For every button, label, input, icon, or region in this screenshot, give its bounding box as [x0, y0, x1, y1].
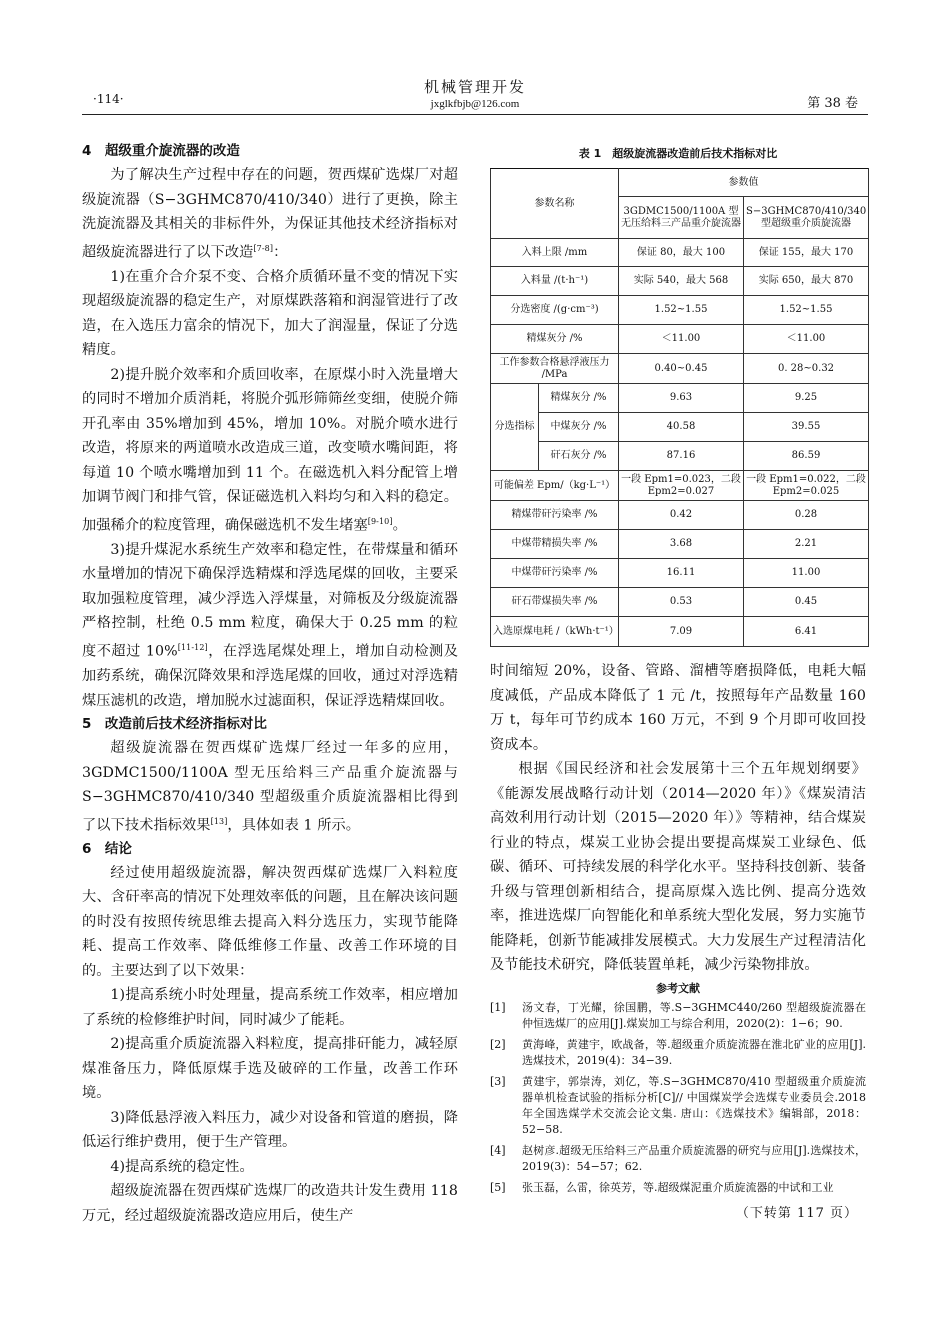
section-6-paragraph: 经过使用超级旋流器，解决贺西煤矿选煤厂入料粒度大、含矸率高的情况下处理效率低的问题，且在解决该问题的时没有按照传统思维去提高入料分选压力，实现节能降耗、提高工作效率、降低维修工作量、改善工作环境的目的。主要达到了以下效果：: [82, 864, 458, 979]
header-old-cyclone: 3GDMC1500/1100A 型无压给料三产品重介旋流器: [619, 197, 744, 239]
section-6-item-2: 2)提高重介质旋流器入料粒度，提高排矸能力，减轻原煤准备压力，降低原煤手选及破碎的工作量，改善工作环境。: [82, 1036, 458, 1102]
reference-item: [2] 黄海峰，黄建宇，欧战备，等.超级重介质旋流器在淮北矿业的应用[J].选煤技术，2019(4)：34−39.: [490, 1037, 866, 1067]
section-4-item-1: 1)在重介合介泵不变、合格介质循环量不变的情况下实现超级旋流器的稳定生产，对原煤跌落箱和润湿管进行了改造，在入选压力富余的情况下，加大了润湿量，保证了分选精度。: [82, 268, 458, 359]
comparison-table: [490, 168, 869, 647]
header-divider: [82, 114, 868, 115]
group-label: 分选指标: [491, 384, 539, 471]
table-row: 入料上限 /mm 保证 80，最大 100 保证 155，最大 170: [491, 239, 869, 267]
references-heading: 参考文献: [656, 981, 700, 995]
section-4-paragraph: 为了解决生产过程中存在的问题，贺西煤矿选煤厂对超级旋流器（S−3GHMC870/410/340）进行了更换，除主洗旋流器及其相关的非标件外，为保证其他技术经济指标对超级旋流器进行了以下改造[7-8]：: [82, 167, 458, 261]
section-6-item-3: 3)降低悬浮液入料压力，减少对设备和管道的磨损，降低运行维护费用，便于生产管理。: [82, 1109, 458, 1151]
table-row: 矸石带煤损失率 /% 0.53 0.45: [491, 588, 869, 617]
table-row: 精煤带矸污染率 /% 0.42 0.28: [491, 501, 869, 530]
table-row: 分选密度 /(g·cm⁻³) 1.52~1.55 1.52~1.55: [491, 296, 869, 325]
right-column: [490, 140, 866, 1221]
section-5-paragraph: 超级旋流器在贺西煤矿选煤厂经过一年多的应用，3GDMC1500/1100A 型无压给料三产品重介旋流器与 S−3GHMC870/410/340 型超级重介质旋流器相比得到了以下技术指标效果[13]，具体如表 1 所示。: [82, 740, 458, 834]
citation[interactable]: [7-8]: [253, 243, 274, 253]
reference-item: [5] 张玉磊，么雷，徐英芳，等.超级煤泥重介质旋流器的中试和工业: [490, 1180, 834, 1194]
table-row: 入选原煤电耗 /（kWh·t⁻¹） 7.09 6.41: [491, 617, 869, 647]
section-4-heading: 4 超级重介旋流器的改造: [82, 143, 240, 159]
reference-item: [3] 黄建宇，郭崇涛，刘亿，等.S−3GHMC870/410 型超级重介质旋流器单机检查试验的指标分析[C]// 中国煤炭学会选煤专业委员会.2018 年全国选煤学术交流会论文集. 唐山：《选煤技术》编辑部，2018：52−58.: [490, 1074, 866, 1136]
table-row: 精煤灰分 /% ＜11.00 ＜11.00: [491, 325, 869, 354]
continued-paragraph: 时间缩短 20%，设备、管路、溜槽等磨损降低，电耗大幅度减低，产品成本降低了 1 元 /t，按照每年产品数量 160 万 t，每年可节约成本 160 万元，不到 9 个月即可收回投资成本。: [490, 663, 866, 753]
page-number: ·114·: [93, 92, 124, 106]
section-6-closing: 超级旋流器在贺西煤矿选煤厂的改造共计发生费用 118 万元，经过超级旋流器改造应用后，使生产: [82, 1183, 458, 1224]
header-param-value: 参数值: [619, 169, 869, 197]
reference-item: [1] 汤文春，丁光耀，徐国鹏，等.S−3GHMC440/260 型超级旋流器在仲恒选煤厂的应用[J].煤炭加工与综合利用，2020(2)：1−6；90.: [490, 1000, 866, 1030]
continued-note[interactable]: （下转第 117 页）: [735, 1205, 858, 1221]
section-6-item-1: 1)提高系统小时处理量，提高系统工作效率，相应增加了系统的检修维护时间，同时减少了能耗。: [82, 987, 458, 1028]
header-new-cyclone: S−3GHMC870/410/340 型超级重介质旋流器: [744, 197, 869, 239]
table-row: 可能偏差 Epm/（kg·L⁻¹） 一段 Epm1=0.023，二段 Epm2=0.027 一段 Epm1=0.022，二段 Epm2=0.025: [491, 471, 869, 501]
table-caption: 表 1 超级旋流器改造前后技术指标对比: [578, 147, 778, 160]
section-4-item-3: 3)提升煤泥水系统生产效率和稳定性，在带煤量和循环水量增加的情况下确保浮选精煤和浮选尾煤的回收，主要采取加强粒度管理，减少浮选入浮煤量，对筛板及分级旋流器严格控制，杜绝 0.5 mm 粒度，确保大于 0.25 mm 的粒度不超过 10%[11-12]，在浮选尾煤处理上，增加自动检测及加药系统，确保沉降效果和浮选尾煤的回收，通过对浮选精煤压滤机的改造，增加脱水过滤面积，保证浮选精煤回收。: [82, 541, 458, 709]
policy-paragraph: 根据《国民经济和社会发展第十三个五年规划纲要》《能源发展战略行动计划（2014—2020 年）》《煤炭清洁高效利用行动计划（2015—2020 年）》等精神，结合煤炭行业的特点，煤炭工业协会提出要提高煤炭工业绿色、低碳、循环、可持续发展的科学化水平。坚持科技创新、装备升级与管理创新相结合，提高原煤入选比例、提高分选效率，推进选煤厂向智能化和单系统大型化发展，努力实施节能降耗，创新节能减排发展模式。大力发展生产过程清洁化及节能技术研究，降低装置单耗，减少污染物排放。: [490, 761, 866, 973]
citation[interactable]: [11-12]: [177, 642, 208, 652]
running-header: [350, 76, 600, 110]
table-row: 分选指标 精煤灰分 /% 9.63 9.25: [491, 384, 869, 413]
section-5-heading: 5 改造前后技术经济指标对比: [82, 716, 267, 733]
left-column: [82, 140, 458, 1228]
section-6-heading: 6 结论: [82, 840, 132, 857]
journal-title: 机械管理开发: [423, 78, 526, 96]
section-4-item-2: 2)提升脱介效率和介质回收率，在原煤小时入洗量增大的同时不增加介质消耗，将脱介弧形筛筛丝变细，使脱介筛开孔率由 35%增加到 45%，增加 10%。对脱介喷水进行改造，将原来的两道喷水改造成三道，改变喷水嘴间距，将每道 10 个喷水嘴增加到 11 个。在磁选机入料分配管上增加调节阀门和排气管，保证磁选机入料均匀和入料的稳定。加强稀介的粒度管理，确保磁选机不发生堵塞[9-10]。: [82, 366, 458, 534]
citation[interactable]: [13]: [210, 816, 228, 826]
table-row: 中煤灰分 /% 40.58 39.55: [491, 413, 869, 442]
table-row: 矸石灰分 /% 87.16 86.59: [491, 442, 869, 471]
header-param-name: 参数名称: [491, 169, 619, 239]
table-row: 入料量 /(t·h⁻¹) 实际 540，最大 568 实际 650，最大 870: [491, 267, 869, 296]
table-row: 中煤带精损失率 /% 3.68 2.21: [491, 530, 869, 559]
table-row: 工作参数合格悬浮液压力 /MPa 0.40~0.45 0. 28~0.32: [491, 354, 869, 384]
volume-label: 第 38 卷: [807, 96, 858, 111]
journal-email[interactable]: jxglkfbjb@126.com: [430, 98, 520, 110]
citation[interactable]: [9-10]: [367, 516, 393, 526]
section-6-item-4: 4)提高系统的稳定性。: [110, 1158, 254, 1175]
reference-item: [4] 赵树彦.超级无压给料三产品重介质旋流器的研究与应用[J].选煤技术，2019(3)：54−57；62.: [490, 1143, 866, 1173]
table-row: 中煤带矸污染率 /% 16.11 11.00: [491, 559, 869, 588]
